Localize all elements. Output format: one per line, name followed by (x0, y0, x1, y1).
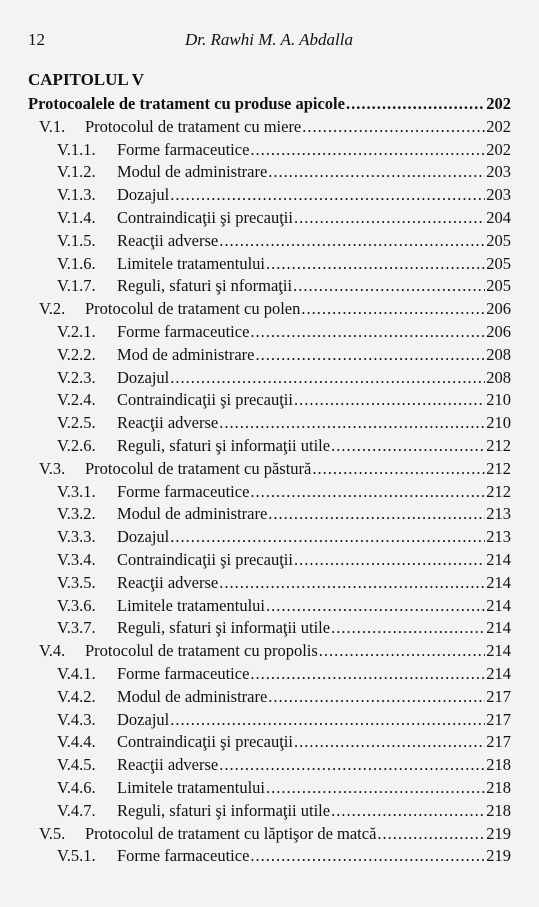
dot-leader (268, 686, 485, 709)
dot-leader (170, 367, 485, 390)
toc-entry-page: 219 (486, 823, 511, 843)
toc-entry-number: V.3.5. (57, 572, 96, 592)
toc-subentry (0, 230, 539, 253)
toc-entry-number: V.4.4. (57, 732, 96, 752)
toc-entry-line (117, 161, 511, 184)
toc-entry-line (117, 230, 511, 253)
toc-entry-number: V.2.5. (57, 413, 96, 433)
toc-entry-number: V.1.3. (57, 185, 96, 205)
toc-entry-title: Contraindicaţii şi precauţii (117, 549, 293, 569)
toc-entry-line (117, 663, 511, 686)
dot-leader (268, 503, 485, 526)
toc-entry-page: 203 (486, 185, 511, 205)
toc-entry-page: 214 (486, 549, 511, 569)
toc-entry (0, 298, 539, 321)
toc-entry-title: Dozajul (117, 185, 170, 205)
toc-entry-title: Protocolul de tratament cu lăptişor de matcă (85, 823, 377, 843)
toc-entry-title: Contraindicaţii şi precauţii (117, 732, 293, 752)
toc-entry-number: V.2.4. (57, 390, 96, 410)
toc-section-heading (0, 93, 539, 116)
toc-entry-page: 212 (486, 458, 511, 478)
toc-entry-title: Dozajul (117, 709, 170, 729)
toc-entry-line (85, 458, 511, 481)
toc-entry-title: Limitele tratamentului (117, 777, 265, 797)
dot-leader (312, 458, 485, 481)
toc-entry-page: 204 (486, 207, 511, 227)
toc-entry-number: V.1. (39, 116, 66, 136)
toc-entry-line (117, 367, 511, 390)
toc-entry-line (117, 777, 511, 800)
toc-entry-page: 205 (486, 253, 511, 273)
toc-entry-title: Protocolul de tratament cu păstură (85, 458, 312, 478)
toc-entry-title: Forme farmaceutice (117, 846, 250, 866)
toc-entry-line (85, 640, 511, 663)
toc-entry-line (117, 412, 511, 435)
toc-entry-number: V.2.1. (57, 321, 96, 341)
toc-entry-line (117, 321, 511, 344)
dot-leader (268, 161, 485, 184)
toc-entry-number: V.1.2. (57, 162, 96, 182)
toc-subentry (0, 526, 539, 549)
toc-entry-line (117, 800, 511, 823)
dot-leader (294, 731, 485, 754)
running-header-author: Dr. Rawhi M. A. Abdalla (185, 30, 353, 49)
toc-entry-number: V.3.1. (57, 481, 96, 501)
dot-leader (293, 275, 485, 298)
toc-entry-number: V.2.6. (57, 435, 96, 455)
toc-entry-number: V.1.4. (57, 207, 96, 227)
toc-entry-title: Forme farmaceutice (117, 663, 250, 683)
toc-subentry (0, 139, 539, 162)
dot-leader (219, 572, 485, 595)
toc-entry-line (117, 184, 511, 207)
toc-entry-number: V.3.6. (57, 595, 96, 615)
toc-entry-page: 218 (486, 800, 511, 820)
toc-subentry (0, 617, 539, 640)
toc-entry-line (117, 389, 511, 412)
toc-entry-page: 214 (486, 663, 511, 683)
toc-entry-title: Mod de administrare (117, 344, 255, 364)
toc-entry-title: Reacţii adverse (117, 230, 219, 250)
toc-entry-page: 214 (486, 641, 511, 661)
toc-entry-number: V.4. (39, 641, 66, 661)
dot-leader (319, 640, 485, 663)
toc-entry-title: Reacţii adverse (117, 755, 219, 775)
toc-subentry (0, 435, 539, 458)
toc-entry-title: Reguli, sfaturi şi informaţii utile (117, 618, 331, 638)
toc-entry-page: 210 (486, 390, 511, 410)
dot-leader (331, 435, 485, 458)
toc-entry-line (117, 253, 511, 276)
toc-entry-title: Protocolul de tratament cu miere (85, 116, 302, 136)
toc-entry-line (117, 503, 511, 526)
toc-entry-line (117, 754, 511, 777)
toc-entry-page: 219 (486, 846, 511, 866)
dot-leader (266, 777, 485, 800)
toc-entry-line (117, 595, 511, 618)
toc-entry-line (117, 709, 511, 732)
toc-subentry (0, 595, 539, 618)
toc-entry-number: V.3.2. (57, 504, 96, 524)
toc-entry-title: Protocoalele de tratament cu produse apicole (28, 94, 345, 113)
toc-entry-number: V.5. (39, 823, 66, 843)
dot-leader (170, 709, 485, 732)
toc-entry-line (117, 344, 511, 367)
toc-entry-page: 214 (486, 595, 511, 615)
toc-entry-line (117, 139, 511, 162)
toc-entry-title: Modul de administrare (117, 686, 268, 706)
toc-subentry (0, 367, 539, 390)
toc-entry-page: 202 (486, 116, 511, 136)
toc-subentry (0, 184, 539, 207)
toc-entry-number: V.3.3. (57, 527, 96, 547)
dot-leader (250, 845, 485, 868)
dot-leader (331, 617, 485, 640)
toc-entry (0, 116, 539, 139)
toc-entry-page: 206 (486, 299, 511, 319)
toc-entry (0, 823, 539, 846)
toc-subentry (0, 754, 539, 777)
toc-entry-page: 205 (486, 276, 511, 296)
dot-leader (250, 481, 485, 504)
toc-entry-number: V.3.4. (57, 549, 96, 569)
toc-entry-line (117, 572, 511, 595)
toc-entry-page: 213 (486, 527, 511, 547)
toc-entry-number: V.4.5. (57, 755, 96, 775)
toc-entry-title: Contraindicaţii şi precauţii (117, 390, 293, 410)
toc-entry-page: 206 (486, 321, 511, 341)
toc-entry-title: Reguli, sfaturi şi informaţii utile (117, 435, 331, 455)
toc-entry-page: 202 (486, 139, 511, 159)
dot-leader (219, 230, 485, 253)
dot-leader (294, 549, 485, 572)
toc-subentry (0, 389, 539, 412)
toc-entry-line (85, 823, 511, 846)
dot-leader (301, 298, 485, 321)
chapter-heading: CAPITOLUL V (28, 70, 145, 89)
toc-entry-page: 213 (486, 504, 511, 524)
toc-entry-page: 218 (486, 755, 511, 775)
toc-entry-number: V.4.7. (57, 800, 96, 820)
toc-entry (0, 640, 539, 663)
dot-leader (219, 754, 485, 777)
toc-entry-page: 208 (486, 367, 511, 387)
dot-leader (346, 93, 485, 116)
dot-leader (170, 184, 485, 207)
toc-entry-title: Forme farmaceutice (117, 481, 250, 501)
toc-subentry (0, 663, 539, 686)
toc-subentry (0, 481, 539, 504)
dot-leader (219, 412, 485, 435)
toc-entry-number: V.3. (39, 458, 66, 478)
toc-subentry (0, 412, 539, 435)
toc-subentry (0, 321, 539, 344)
toc-subentry (0, 503, 539, 526)
toc-subentry (0, 253, 539, 276)
toc-entry-number: V.2. (39, 299, 66, 319)
toc-entry-line (85, 116, 511, 139)
toc-subentry (0, 686, 539, 709)
dot-leader (266, 595, 485, 618)
toc-entry-number: V.1.6. (57, 253, 96, 273)
toc-entry-title: Reguli, sfaturi şi informaţii utile (117, 800, 331, 820)
toc-entry-number: V.4.6. (57, 777, 96, 797)
dot-leader (250, 321, 485, 344)
dot-leader (255, 344, 485, 367)
toc-entry-line (117, 526, 511, 549)
toc-entry-title: Protocolul de tratament cu propolis (85, 641, 318, 661)
dot-leader (302, 116, 485, 139)
toc-entry-title: Contraindicaţii şi precauţii (117, 207, 293, 227)
toc-entry-number: V.2.2. (57, 344, 96, 364)
toc-entry-line (117, 617, 511, 640)
toc-entry-number: V.1.5. (57, 230, 96, 250)
toc-entry-number: V.5.1. (57, 846, 96, 866)
toc-entry-title: Dozajul (117, 527, 170, 547)
toc-entry-page: 212 (486, 435, 511, 455)
toc-entry-line (85, 298, 511, 321)
toc-entry-title: Forme farmaceutice (117, 139, 250, 159)
toc-entry-number: V.4.2. (57, 686, 96, 706)
toc-entry-line (28, 93, 511, 116)
dot-leader (331, 800, 485, 823)
toc-entry-line (117, 731, 511, 754)
toc-entry-title: Reacţii adverse (117, 572, 219, 592)
toc-subentry (0, 549, 539, 572)
toc-entry-page: 214 (486, 618, 511, 638)
toc-entry-line (117, 207, 511, 230)
toc-entry-title: Forme farmaceutice (117, 321, 250, 341)
toc-subentry (0, 731, 539, 754)
toc-subentry (0, 344, 539, 367)
toc-entry-title: Modul de administrare (117, 162, 268, 182)
toc-entry-title: Limitele tratamentului (117, 595, 265, 615)
toc-entry-title: Modul de administrare (117, 504, 268, 524)
toc-entry-page: 208 (486, 344, 511, 364)
toc-subentry (0, 207, 539, 230)
toc-subentry (0, 845, 539, 868)
toc-entry-page: 217 (486, 709, 511, 729)
toc-entry-page: 210 (486, 413, 511, 433)
toc-subentry (0, 161, 539, 184)
toc-entry-title: Dozajul (117, 367, 170, 387)
toc-entry-page: 205 (486, 230, 511, 250)
toc-entry-line (117, 549, 511, 572)
toc-entry-number: V.1.1. (57, 139, 96, 159)
dot-leader (250, 139, 485, 162)
toc-entry-page: 214 (486, 572, 511, 592)
toc-subentry (0, 275, 539, 298)
toc-entry-title: Protocolul de tratament cu polen (85, 299, 301, 319)
toc-subentry (0, 800, 539, 823)
toc-entry-title: Reguli, sfaturi şi nformaţii (117, 276, 293, 296)
dot-leader (170, 526, 485, 549)
toc-subentry (0, 709, 539, 732)
toc-entry-page: 212 (486, 481, 511, 501)
table-of-contents (0, 93, 539, 868)
toc-entry-title: Limitele tratamentului (117, 253, 265, 273)
dot-leader (266, 253, 485, 276)
dot-leader (377, 823, 485, 846)
page-number: 12 (28, 30, 45, 49)
toc-entry-line (117, 686, 511, 709)
toc-entry-line (117, 481, 511, 504)
toc-entry-line (117, 435, 511, 458)
toc-entry-page: 217 (486, 686, 511, 706)
toc-entry-number: V.3.7. (57, 618, 96, 638)
toc-entry-page: 217 (486, 732, 511, 752)
toc-entry-number: V.2.3. (57, 367, 96, 387)
toc-entry-page: 218 (486, 777, 511, 797)
toc-entry-line (117, 275, 511, 298)
toc-entry-number: V.4.1. (57, 663, 96, 683)
toc-entry-title: Reacţii adverse (117, 413, 219, 433)
toc-entry (0, 458, 539, 481)
toc-entry-page: 202 (486, 94, 511, 113)
toc-entry-line (117, 845, 511, 868)
dot-leader (250, 663, 485, 686)
dot-leader (294, 389, 485, 412)
toc-subentry (0, 777, 539, 800)
toc-entry-page: 203 (486, 162, 511, 182)
toc-subentry (0, 572, 539, 595)
toc-entry-number: V.4.3. (57, 709, 96, 729)
dot-leader (294, 207, 485, 230)
toc-entry-number: V.1.7. (57, 276, 96, 296)
